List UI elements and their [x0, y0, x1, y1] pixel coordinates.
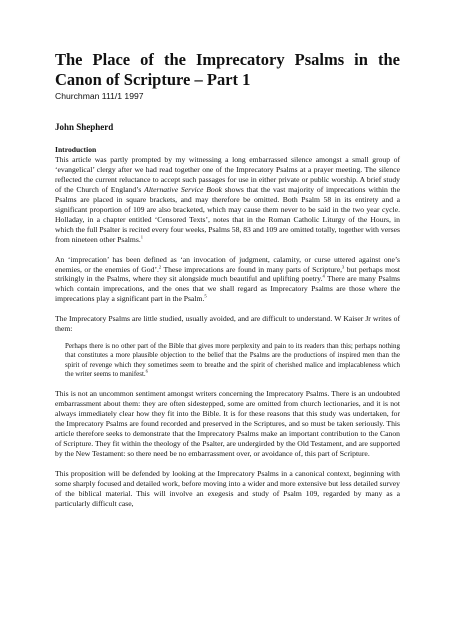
footnote-ref: 1 [140, 234, 143, 240]
journal-citation: Churchman 111/1 1997 [55, 91, 144, 101]
paragraph-1: This article was partly prompted by my witnessing a long embarrassed silence amongst a small group of ‘evangelical’ clergy after we had read together one of the Imprecatory Psalms at a prayer meeting. The silence reflected the current reluctance to accept such passages for use in either private or public worship. A brief study of the Church of England’s Alternative Service Book shows that the vast majority of imprecations within the Psalms are placed in square brackets, and may therefore be omitted. Both Psalm 58 in its entirety and a significant proportion of 109 are also bracketed, which may cause them never to be said in the two year cycle. Holladay, in a chapter entitled ‘Censored Texts’, notes that in the Roman Catholic Liturgy of the Hours, in which the full Psalter is recited every four weeks, Psalms 58, 83 and 109 are omitted totally, together with verses from nineteen other Psalms.$^1$ [55, 155, 400, 244]
block-quote: Perhaps there is no other part of the Bible that gives more perplexity and pain to its readers than this; perhaps nothing that constitutes a more plausible objection to the belief that the Psalms are the productions of inspired men than the spirit of revenge which they sometimes seem to breathe and the spirit of cherished malice and implacableness which the writer seems to manifest.$^6$ [65, 342, 400, 378]
paragraph-2: An ‘imprecation’ has been defined as ‘an invocation of judgment, calamity, or curse uttered against one’s enemies, or the enemies of God’.$^2$ These imprecations are found in many parts of Scripture,$^3$ but perhaps most strikingly in the Psalms, where they sit alongside much beautiful and uplifting poetry.$^4$ There are many Psalms which contain imprecations, and the ones that we shall regard as Imprecatory Psalms are those where the imprecations play a significant part in the Psalm.$^5$ [55, 254, 401, 304]
footnote-ref: 2 [158, 263, 162, 269]
footnote-ref: 6 [145, 368, 148, 374]
footnote-ref: 3 [342, 263, 345, 269]
italic-book-title: Alternative Service Book [144, 184, 222, 194]
footnote-ref: 5 [204, 293, 207, 299]
paragraph-3: The Imprecatory Psalms are little studied, usually avoided, and are difficult to understand. W Kaiser Jr writes of them: [55, 314, 400, 334]
article-title: The Place of the Imprecatory Psalms in the Canon of Scripture – Part 1 [55, 50, 400, 89]
paragraph-5: This proposition will be defended by looking at the Imprecatory Psalms in a canonical context, beginning with some sharply focused and detailed work, before moving into a wider and more extensive but less detailed survey of the biblical material. This will involve an exegesis and study of Psalm 109, regarded by many as a particularly difficult case, [55, 468, 400, 508]
paragraph-4: This is not an uncommon sentiment amongst writers concerning the Imprecatory Psalms. There is an undoubted embarrassment about them: they are often sidestepped, some are omitted from church lectionaries, and it is not always immediately clear how they fit into the Bible. It is for these reasons that this study was undertaken, for the Imprecatory Psalms are found recorded and preserved in the Scriptures, and so must be taken seriously. This article therefore seeks to demonstrate that the Imprecatory Psalms make an important contribution to the Canon of Scripture. They fit within the theology of the Psalter, are undergirded by the Old Testament, and are supported by the New Testament: so there need be no embarrassment over, or avoidance of, this part of Scripture. [55, 389, 400, 458]
article-body [55, 50, 400, 509]
footnote-ref: 4 [322, 273, 325, 279]
author-name: John Shepherd [55, 122, 114, 132]
section-heading-introduction: Introduction [55, 145, 97, 154]
